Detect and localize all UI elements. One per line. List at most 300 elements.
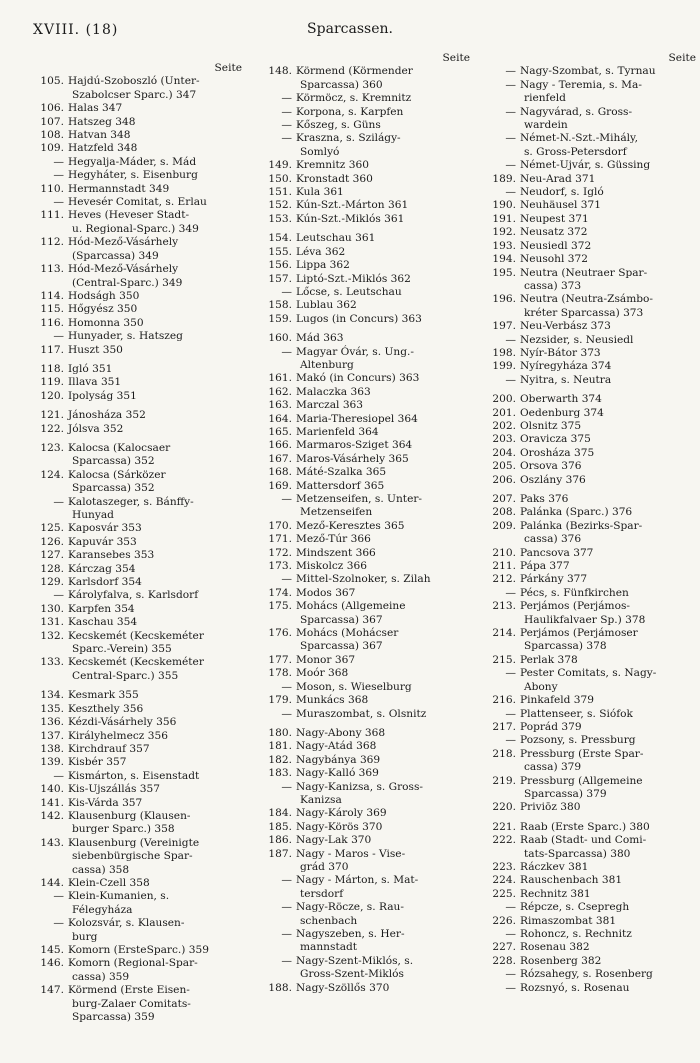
- entry-text: [68, 469, 242, 496]
- entry-number: —: [53, 155, 64, 168]
- index-entry: [256, 955, 470, 982]
- entry-text: [68, 616, 242, 629]
- entry-number: 206.: [492, 473, 516, 486]
- index-entry: [480, 474, 696, 487]
- entry-text: [296, 453, 470, 466]
- entry-text: [520, 79, 696, 106]
- entry-number: 110.: [40, 182, 64, 195]
- entry-number: 188.: [268, 981, 292, 994]
- entry-text: [520, 420, 696, 433]
- entry-line: Neu-Verbász 373: [520, 320, 611, 333]
- index-entry: [28, 496, 242, 523]
- entry-text: [68, 209, 242, 236]
- entry-number: —: [505, 159, 516, 172]
- entry-line: Német-N.-Szt.-Mihály,: [520, 132, 638, 145]
- entry-text: [296, 740, 470, 753]
- index-entry: [28, 797, 242, 810]
- index-entry: [28, 129, 242, 142]
- entry-number: 217.: [492, 720, 516, 733]
- entry-line: Nagy-Szöllős 370: [296, 981, 390, 994]
- entry-line: Kolozsvár, s. Klausen-: [68, 917, 185, 930]
- entry-text: [520, 320, 696, 333]
- entry-line: Párkány 377: [520, 573, 588, 586]
- entry-number: 207.: [492, 493, 516, 505]
- entry-line: Rozsnyó, s. Rosenau: [520, 981, 630, 994]
- entry-line: Nagy-Kanizsa, s. Gross-: [296, 780, 423, 793]
- entry-text: [68, 102, 242, 115]
- entry-text: [68, 957, 242, 984]
- entry-line: Hód-Mező-Vásárhely: [68, 236, 179, 249]
- entry-number: 195.: [492, 266, 516, 279]
- entry-text: [296, 332, 470, 345]
- entry-text: [520, 159, 696, 172]
- index-entry: [256, 159, 470, 172]
- index-entry: [480, 928, 696, 941]
- entry-text: [296, 132, 470, 159]
- entry-line: Marczal 363: [296, 399, 364, 412]
- entry-line: Kanizsa: [300, 793, 342, 806]
- entry-text: [520, 654, 696, 667]
- entry-number: 223.: [492, 860, 516, 873]
- index-entry: [28, 703, 242, 716]
- entry-line: Hegyalja-Máder, s. Mád: [68, 155, 197, 168]
- entry-text: [520, 433, 696, 446]
- entry-text: [520, 460, 696, 473]
- page-number: XVIII. (18): [33, 22, 119, 38]
- entry-line: Komorn (Regional-Spar-: [68, 957, 198, 970]
- entry-number: 219.: [492, 774, 516, 787]
- entry-text: [520, 334, 696, 347]
- entry-line: Kalocsa (Kalocsaer: [68, 441, 171, 454]
- entry-text: [68, 263, 242, 290]
- index-entry: [480, 199, 696, 212]
- entry-number: 214.: [492, 627, 516, 640]
- entry-line: Orsova 376: [520, 460, 582, 473]
- entry-line: Rosenau 382: [520, 941, 590, 954]
- index-entry: [256, 520, 470, 533]
- entry-number: 209.: [492, 519, 516, 532]
- entry-number: —: [505, 586, 516, 599]
- index-entry: [28, 116, 242, 129]
- entry-text: [520, 253, 696, 266]
- entry-number: 165.: [268, 425, 292, 438]
- entry-text: [520, 821, 696, 834]
- index-entry: [480, 915, 696, 928]
- entry-number: 151.: [268, 186, 292, 199]
- entry-number: 191.: [492, 212, 516, 225]
- entry-number: 216.: [492, 694, 516, 707]
- index-entry: [480, 600, 696, 627]
- index-entry: [480, 493, 696, 506]
- entry-line: Moson, s. Wieselburg: [296, 680, 412, 693]
- entry-line: Rechnitz 381: [520, 887, 591, 900]
- index-entry: [480, 240, 696, 253]
- entry-number: 147.: [40, 984, 64, 997]
- entry-number: —: [53, 890, 64, 903]
- entry-number: 131.: [40, 616, 64, 629]
- entry-number: —: [281, 928, 292, 940]
- entry-line: Makó (in Concurs) 363: [296, 372, 420, 385]
- entry-text: [520, 267, 696, 294]
- entry-line: Oszlány 376: [520, 473, 586, 486]
- index-entry: [28, 196, 242, 209]
- entry-number: —: [53, 589, 64, 602]
- entry-text: [520, 520, 696, 547]
- page-header: [0, 0, 700, 40]
- entry-text: [296, 547, 470, 560]
- entry-number: —: [53, 196, 64, 209]
- entry-number: 179.: [268, 694, 292, 707]
- index-entry: [28, 576, 242, 589]
- entry-line: burger Sparc.) 358: [72, 823, 175, 836]
- index-entry: [28, 837, 242, 877]
- entry-text: [68, 290, 242, 303]
- entry-text: [296, 848, 470, 875]
- entry-number: 205.: [492, 460, 516, 473]
- entry-text: [520, 888, 696, 901]
- index-entry: [480, 460, 696, 473]
- entry-line: Rózsahegy, s. Rosenberg: [520, 968, 653, 981]
- index-entry: [256, 286, 470, 299]
- entry-text: [520, 293, 696, 320]
- entry-line: Rimaszombat 381: [520, 914, 617, 927]
- entry-text: [68, 409, 242, 422]
- entry-number: 177.: [268, 653, 292, 666]
- entry-number: 142.: [40, 809, 64, 822]
- entry-line: (Sparcassa) 349: [72, 249, 159, 262]
- entry-text: [68, 797, 242, 810]
- entry-number: —: [505, 734, 516, 747]
- entry-text: [296, 727, 470, 740]
- index-entry: [480, 721, 696, 734]
- entry-number: 203.: [492, 433, 516, 446]
- entry-number: —: [505, 78, 516, 91]
- entry-number: 119.: [40, 376, 64, 389]
- entry-text: [520, 199, 696, 212]
- entry-line: Karpfen 354: [68, 602, 135, 615]
- entry-line: Szabolcser Sparc.) 347: [72, 88, 197, 101]
- entry-text: [68, 169, 242, 182]
- entry-line: Sparcassa) 359: [72, 1011, 155, 1024]
- entry-line: Perlak 378: [520, 653, 578, 666]
- entry-number: 212.: [492, 573, 516, 586]
- entry-line: Neuhäusel 371: [520, 199, 602, 212]
- index-entry: [256, 399, 470, 412]
- entry-line: Pester Comitats, s. Nagy-: [520, 667, 657, 680]
- entry-line: Marmaros-Sziget 364: [296, 439, 413, 452]
- entry-text: [520, 928, 696, 941]
- entry-line: Altenburg: [300, 358, 354, 371]
- index-entry: [480, 253, 696, 266]
- entry-line: Nagy - Teremia, s. Ma-: [520, 78, 642, 91]
- entry-text: [68, 129, 242, 142]
- entry-text: [520, 173, 696, 186]
- entry-number: 176.: [268, 627, 292, 640]
- entry-line: Hatvan 348: [68, 129, 131, 142]
- index-entry: [256, 694, 470, 707]
- entry-line: Plattenseer, s. Siófok: [520, 707, 633, 720]
- entry-line: Neutra (Neutra-Zsámbo-: [520, 293, 653, 306]
- index-entry: [256, 480, 470, 493]
- entry-number: 156.: [268, 259, 292, 272]
- entry-text: [68, 116, 242, 129]
- entry-number: 184.: [268, 807, 292, 820]
- index-entry: [28, 423, 242, 436]
- entry-text: [296, 466, 470, 479]
- entry-line: Mező-Túr 366: [296, 533, 371, 546]
- entry-number: 113.: [40, 263, 64, 276]
- index-entry: [28, 730, 242, 743]
- index-entry: [28, 563, 242, 576]
- entry-line: Nagy-Abony 368: [296, 726, 386, 739]
- index-entry: [480, 941, 696, 954]
- entry-number: 199.: [492, 360, 516, 373]
- entry-number: 197.: [492, 320, 516, 333]
- entry-line: Hunyader, s. Hatszeg: [68, 330, 183, 343]
- entry-line: Hatszeg 348: [68, 115, 136, 128]
- entry-number: 200.: [492, 393, 516, 406]
- entry-number: 163.: [268, 399, 292, 412]
- entry-number: 225.: [492, 887, 516, 900]
- entry-line: Sparcassa) 352: [72, 455, 155, 468]
- entry-text: [520, 132, 696, 159]
- entry-line: Hatzfeld 348: [68, 142, 138, 155]
- index-entry: [480, 775, 696, 802]
- entry-text: [68, 75, 242, 102]
- entry-number: 192.: [492, 226, 516, 239]
- entry-line: Perjámos (Perjámos-: [520, 600, 630, 613]
- entry-text: [68, 303, 242, 316]
- entry-number: 198.: [492, 346, 516, 359]
- entry-line: Kremnitz 360: [296, 159, 369, 172]
- entry-text: [520, 407, 696, 420]
- entry-line: Nyitra, s. Neutra: [520, 373, 612, 386]
- index-entry: [480, 968, 696, 981]
- entry-text: [68, 423, 242, 436]
- entry-text: [296, 65, 470, 92]
- entry-text: [520, 694, 696, 707]
- entry-text: [68, 376, 242, 389]
- entry-line: Kecskemét (Kecskeméter: [68, 656, 204, 669]
- entry-line: Mattersdorf 365: [296, 479, 385, 492]
- index-entry: [480, 334, 696, 347]
- entry-text: [296, 186, 470, 199]
- index-entry: [28, 209, 242, 236]
- entry-line: burg-Zalaer Comitats-: [72, 997, 191, 1010]
- index-entry: [256, 413, 470, 426]
- index-entry: [480, 861, 696, 874]
- entry-line: Gross-Szent-Miklós: [300, 968, 404, 981]
- entry-number: 169.: [268, 479, 292, 492]
- entry-line: Monor 367: [296, 653, 356, 666]
- entry-text: [296, 480, 470, 493]
- entry-text: [520, 393, 696, 406]
- entry-line: Muraszombat, s. Olsnitz: [296, 707, 427, 720]
- entry-line: Kesmark 355: [68, 689, 139, 702]
- entry-text: [520, 874, 696, 887]
- entry-line: Hunyad: [72, 509, 114, 521]
- entry-text: [296, 708, 470, 721]
- entry-text: [296, 106, 470, 119]
- entry-line: Rohoncz, s. Rechnitz: [520, 928, 632, 940]
- index-entry: [28, 630, 242, 657]
- index-column-2: [256, 52, 470, 995]
- index-entry: [256, 346, 470, 373]
- entry-line: Nagy-Röcze, s. Rau-: [296, 901, 404, 914]
- entry-number: 126.: [40, 535, 64, 548]
- entry-number: 201.: [492, 406, 516, 419]
- entry-line: Orosháza 375: [520, 446, 595, 459]
- entry-line: Nagy-Károly 369: [296, 807, 387, 820]
- entry-line: cassa) 379: [524, 761, 582, 774]
- entry-text: [520, 721, 696, 734]
- entry-text: [296, 426, 470, 439]
- index-entry: [480, 106, 696, 133]
- entry-text: [296, 533, 470, 546]
- index-entry: [256, 834, 470, 847]
- index-column-1: [28, 52, 242, 1024]
- entry-line: Mohács (Mohácser: [296, 627, 399, 640]
- index-entry: [28, 616, 242, 629]
- index-entry: [256, 627, 470, 654]
- entry-line: Nagy-Körös 370: [296, 820, 383, 833]
- entry-number: 228.: [492, 954, 516, 967]
- entry-number: 173.: [268, 560, 292, 573]
- entry-line: Kapuvár 353: [68, 535, 137, 548]
- index-entry: [256, 92, 470, 105]
- entry-number: 155.: [268, 245, 292, 258]
- index-entry: [480, 694, 696, 707]
- entry-text: [520, 775, 696, 802]
- entry-text: [296, 821, 470, 834]
- index-entry: [28, 756, 242, 769]
- index-entry: [28, 303, 242, 316]
- entry-number: 111.: [40, 209, 64, 222]
- entry-line: Nagy-Szent-Miklós, s.: [296, 954, 414, 967]
- entry-line: Kézdi-Vásárhely 356: [68, 716, 177, 729]
- index-entry: [256, 466, 470, 479]
- entry-number: 193.: [492, 239, 516, 252]
- entry-number: 114.: [40, 289, 64, 302]
- entry-line: Klausenburg (Klausen-: [68, 809, 191, 822]
- index-entry: [256, 667, 470, 680]
- entry-text: [296, 874, 470, 901]
- entry-number: —: [505, 373, 516, 386]
- entry-number: 211.: [492, 560, 516, 573]
- index-entry: [28, 317, 242, 330]
- entry-line: tats-Sparcassa) 380: [524, 847, 631, 860]
- entry-text: [68, 344, 242, 357]
- entry-number: 175.: [268, 600, 292, 613]
- entry-number: 132.: [40, 629, 64, 642]
- index-entry: [480, 627, 696, 654]
- entry-text: [296, 413, 470, 426]
- index-entry: [256, 173, 470, 186]
- entry-text: [520, 186, 696, 199]
- entry-line: Nezsider, s. Neusiedl: [520, 333, 634, 346]
- entry-text: [520, 708, 696, 721]
- entry-number: —: [505, 132, 516, 145]
- index-entry: [480, 447, 696, 460]
- index-entry: [480, 834, 696, 861]
- index-entry: [480, 982, 696, 995]
- index-entry: [28, 944, 242, 957]
- entry-line: Jólsva 352: [68, 422, 124, 435]
- entry-line: Oravicza 375: [520, 433, 591, 446]
- index-entry: [28, 603, 242, 616]
- index-entry: [256, 982, 470, 995]
- entry-number: —: [281, 780, 292, 793]
- index-entry: [256, 186, 470, 199]
- entry-text: [296, 92, 470, 105]
- entry-number: 161.: [268, 372, 292, 385]
- index-entry: [256, 807, 470, 820]
- index-entry: [256, 453, 470, 466]
- entry-line: cassa) 359: [72, 970, 130, 983]
- entry-number: 135.: [40, 702, 64, 715]
- entry-line: grád 370: [300, 860, 349, 873]
- entry-line: Nyíregyháza 374: [520, 360, 612, 373]
- entry-number: —: [53, 330, 64, 343]
- entry-line: Sparcassa) 378: [524, 640, 607, 653]
- entry-text: [520, 65, 696, 78]
- entry-line: Kaschau 354: [68, 616, 138, 629]
- entry-text: [296, 286, 470, 299]
- entry-line: Kún-Szt.-Márton 361: [296, 199, 409, 212]
- entry-text: [296, 901, 470, 928]
- entry-line: Léva 362: [296, 245, 346, 258]
- index-entry: [28, 549, 242, 562]
- entry-line: Nagy-Lak 370: [296, 834, 372, 847]
- index-entry: [28, 142, 242, 155]
- entry-line: Hodságh 350: [68, 289, 140, 302]
- index-entry: [28, 522, 242, 535]
- entry-line: Mohács (Allgemeine: [296, 600, 406, 613]
- entry-line: Oedenburg 374: [520, 406, 604, 419]
- entry-text: [68, 576, 242, 589]
- index-entry: [480, 734, 696, 747]
- entry-text: [520, 374, 696, 387]
- entry-text: [68, 330, 242, 343]
- entry-number: —: [281, 92, 292, 105]
- entry-number: 224.: [492, 874, 516, 887]
- entry-line: Neudorf, s. Igló: [520, 186, 604, 199]
- entry-number: 129.: [40, 576, 64, 589]
- entry-line: Neusiedl 372: [520, 239, 592, 252]
- entry-text: [296, 159, 470, 172]
- entry-text: [68, 703, 242, 716]
- entry-number: 218.: [492, 747, 516, 760]
- entry-line: Karansebes 353: [68, 549, 155, 562]
- entry-line: Malaczka 363: [296, 385, 371, 398]
- entry-number: —: [281, 493, 292, 505]
- entry-line: Sparc.-Verein) 355: [72, 643, 172, 656]
- entry-number: —: [281, 119, 292, 132]
- entry-line: cassa) 358: [72, 863, 130, 876]
- entry-line: Nagy-Atád 368: [296, 740, 377, 753]
- index-entry: [256, 426, 470, 439]
- entry-text: [296, 246, 470, 259]
- entry-text: [296, 654, 470, 667]
- entry-line: Neusohl 372: [520, 253, 588, 266]
- entry-text: [68, 770, 242, 783]
- entry-text: [520, 901, 696, 914]
- entry-line: s. Gross-Petersdorf: [524, 145, 627, 158]
- entry-line: Perjámos (Perjámoser: [520, 627, 638, 640]
- entry-text: [68, 549, 242, 562]
- index-entry: [480, 667, 696, 694]
- entry-number: 143.: [40, 836, 64, 849]
